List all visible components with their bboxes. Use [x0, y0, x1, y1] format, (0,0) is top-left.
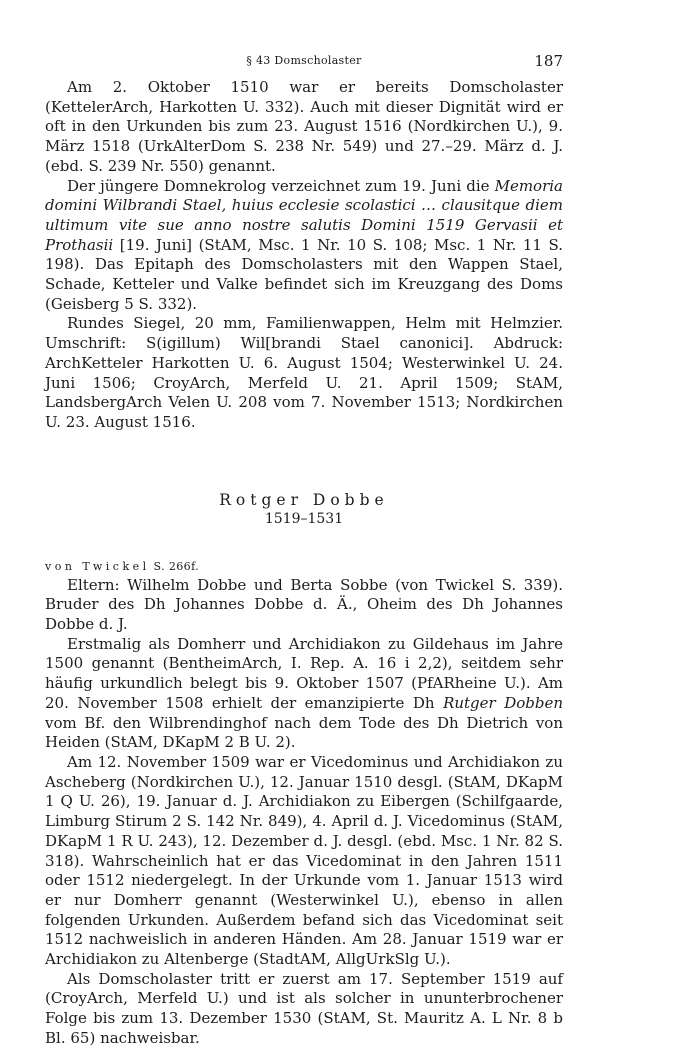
- first-mention-text-start: Erstmalig als Domherr und Archidiakon zu Gildehaus im Jahre 1500 genannt (BentheimArch, I. Rep. A. 16 i 2,2), seitdem sehr häufig urkundlich belegt bis 9. Oktober 1507 (PfARheine U.). Am 20. November 1508 erhielt der emanzipierte Dh: [45, 634, 563, 712]
- entry-years: 1519–1531: [264, 510, 344, 527]
- entry-gap: [45, 529, 563, 559]
- running-head: [45, 52, 563, 78]
- necrology-text-end: [19. Juni] (StAM, Msc. 1 Nr. 10 S. 108; Msc. 1 Nr. 11 S. 198). Das Epitaph des Domscholasters mit den Wappen Stael, Schade, Ketteler und Valke befindet sich im Kreuzgang des Doms (Geisberg 5 S. 332).: [45, 235, 563, 313]
- paragraph-dignity: Am 2. Oktober 1510 war er bereits Domscholaster (KettelerArch, Harkotten U. 332). Auch mit dieser Dignität wird er oft in den Urkunden bis zum 23. August 1516 (Nordkirchen U.), 9. März 1518 (UrkAlterDom S. 238 Nr. 549) und 27.–29. März d. J. (ebd. S. 239 Nr. 550) genannt.: [45, 78, 563, 175]
- necrology-text-start: Der jüngere Domnekrolog verzeichnet zum 19. Juni die: [67, 176, 495, 195]
- reference-author: von Twickel: [45, 559, 150, 573]
- paragraph-seal: Rundes Siegel, 20 mm, Familienwappen, Helm mit Helmzier. Umschrift: S(igillum) Wil[brandi Stael canonici]. Abdruck: ArchKetteler Harkotten U. 6. August 1504; Westerwinkel U. 24. Juni 1506; CroyArch, Merfeld U. 21. April 1509; StAM, LandsbergArch Velen U. 208 vom 7. November 1513; Nordkirchen U. 23. August 1516.: [45, 314, 563, 431]
- paragraph-scholaster: Als Domscholaster tritt er zuerst am 17. September 1519 auf (CroyArch, Merfeld U.) und ist als solcher in ununterbrochener Folge bis zum 13. Dezember 1530 (StAM, St. Mauritz A. L Nr. 8 b Bl. 65) nachweisbar.: [45, 969, 563, 1047]
- paragraph-first-mention: [45, 635, 563, 753]
- paragraph-parents: Eltern: Wilhelm Dobbe und Berta Sobbe (von Twickel S. 339). Bruder des Dh Johannes Dobbe d. Ä., Oheim des Dh Johannes Dobbe d. J.: [45, 575, 563, 634]
- first-mention-text-end: vom Bf. den Wilbrendinghof nach dem Tode des Dh Dietrich von Heiden (StAM, DKapM 2 B U. 2).: [45, 713, 563, 752]
- necrology-quote: Memoria domini Wilbrandi Stael, huius ecclesie scolastici … clausitque diem ultimum vite sue anno nostre salutis Domini 1519 Gervasii et Prothasii: [45, 176, 563, 254]
- section-gap: [45, 433, 563, 491]
- page-number: 187: [534, 52, 563, 70]
- reference-page: S. 266f.: [149, 559, 200, 573]
- book-page: [45, 52, 563, 1049]
- paragraph-vicedominus: Am 12. November 1509 war er Vicedominus und Archidiakon zu Ascheberg (Nordkirchen U.), 12. Januar 1510 desgl. (StAM, DKapM 1 Q U. 26), 19. Januar d. J. Archidiakon zu Eibergen (Schilfgaarde, Limburg Stirum 2 S. 142 Nr. 849), 4. April d. J. Vicedominus (StAM, DKapM 1 R U. 243), 12. Dezember d. J. desgl. (ebd. Msc. 1 Nr. 82 S. 318). Wahrscheinlich hat er das Vicedominat in den Jahren 1511 oder 1512 niedergelegt. In der Urkunde vom 1. Januar 1513 wird er nur Domherr genannt (Westerwinkel U.), ebenso in allen folgenden Urkunden. Außerdem befand sich das Vicedominat seit 1512 nachweislich in anderen Händen. Am 28. Januar 1519 war er Archidiakon zu Altenberge (StadtAM, AllgUrkSlg U.).: [45, 752, 563, 969]
- reference-line: [45, 559, 563, 575]
- first-mention-name-italic: Rutger Dobben: [443, 693, 563, 712]
- entry-name: Rotger Dobbe: [219, 490, 389, 509]
- running-title: § 43 Domscholaster: [246, 54, 362, 67]
- paragraph-necrology: [45, 177, 563, 315]
